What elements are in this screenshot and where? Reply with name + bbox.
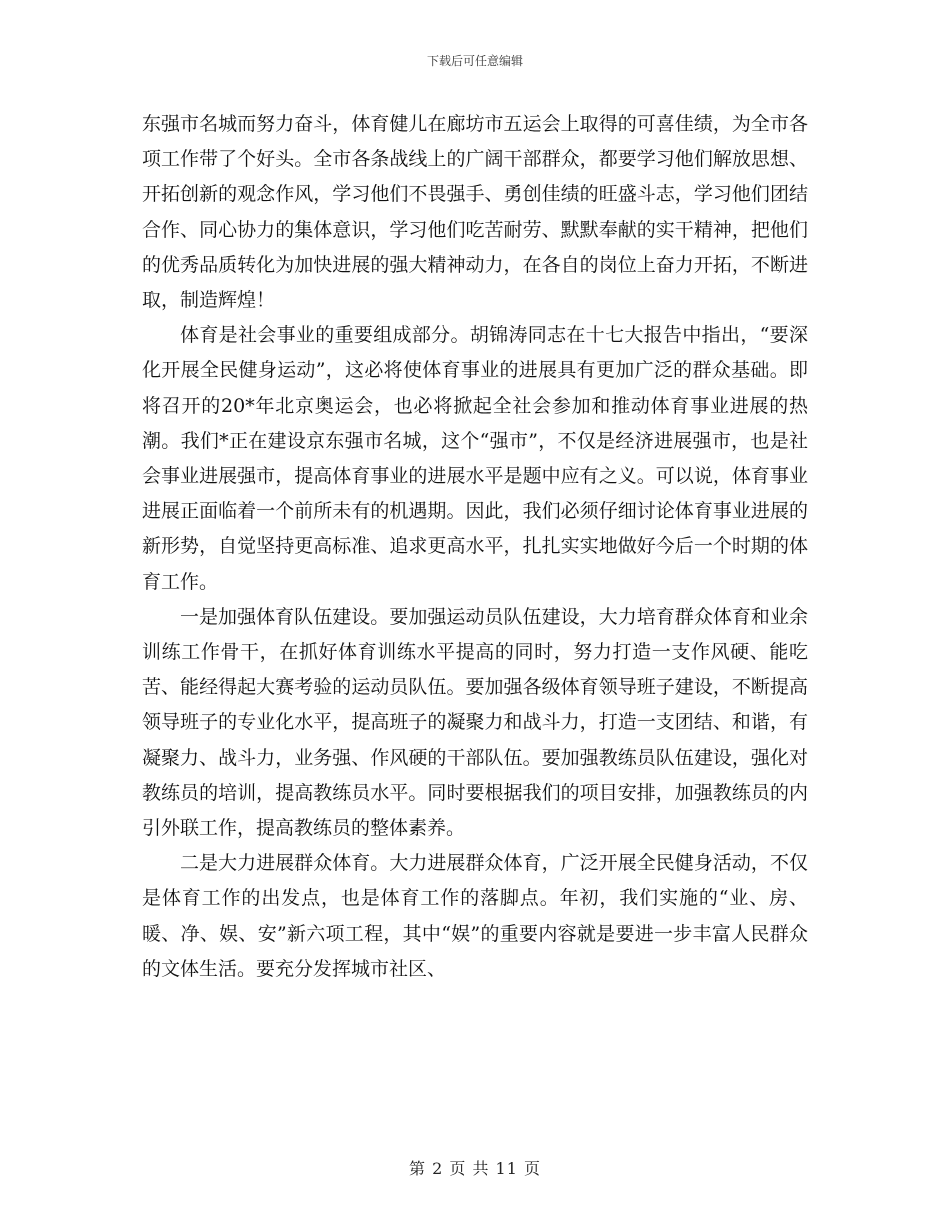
paragraph-mass-sports: 二是大力进展群众体育。大力进展群众体育，广泛开展全民健身活动，不仅是体育工作的出发点，也是体育工作的落脚点。年初，我们实施的“业、房、暖、净、娱、安”新六项工程，其中“娱”的重要内容就是要进一步丰富人民群众的文体生活。要充分发挥城市社区、: [142, 852, 808, 980]
page-footer: 第 2 页 共 11 页: [409, 1159, 541, 1178]
paragraph-team-building: 一是加强体育队伍建设。要加强运动员队伍建设，大力培育群众体育和业余训练工作骨干，在抓好体育训练水平提高的同时，努力打造一支作风硬、能吃苦、能经得起大赛考验的运动员队伍。要加强各级体育领导班子建设，不断提高领导班子的专业化水平，提高班子的凝聚力和战斗力，打造一支团结、和谐，有凝聚力、战斗力，业务强、作风硬的干部队伍。要加强教练员队伍建设，强化对教练员的培训，提高教练员水平。同时要根据我们的项目安排，加强教练员的内引外联工作，提高教练员的整体素养。: [142, 605, 808, 840]
paragraph-continuation: 东强市名城而努力奋斗，体育健儿在廊坊市五运会上取得的可喜佳绩，为全市各项工作带了个好头。全市各条战线上的广阔干部群众，都要学习他们解放思想、开拓创新的观念作风，学习他们不畏强手、勇创佳绩的旺盛斗志，学习他们团结合作、同心协力的集体意识，学习他们吃苦耐劳、默默奉献的实干精神，把他们的优秀品质转化为加快进展的强大精神动力，在各自的岗位上奋力开拓，不断进取，制造辉煌！: [142, 113, 808, 312]
paragraph-sports-importance: 体育是社会事业的重要组成部分。胡锦涛同志在十七大报告中指出，“要深化开展全民健身运动”，这必将使体育事业的进展具有更加广泛的群众基础。即将召开的20*年北京奥运会，也必将掀起全社会参加和推动体育事业进展的热潮。我们*正在建设京东强市名城，这个“强市”，不仅是经济进展强市，也是社会事业进展强市，提高体育事业的进展水平是题中应有之义。可以说，体育事业进展正面临着一个前所未有的机遇期。因此，我们必须仔细讨论体育事业进展的新形势，自觉坚持更高标准、追求更高水平，扎扎实实地做好今后一个时期的体育工作。: [142, 324, 808, 593]
document-body: [142, 107, 808, 987]
page-header: 下载后可任意编辑: [426, 54, 523, 68]
